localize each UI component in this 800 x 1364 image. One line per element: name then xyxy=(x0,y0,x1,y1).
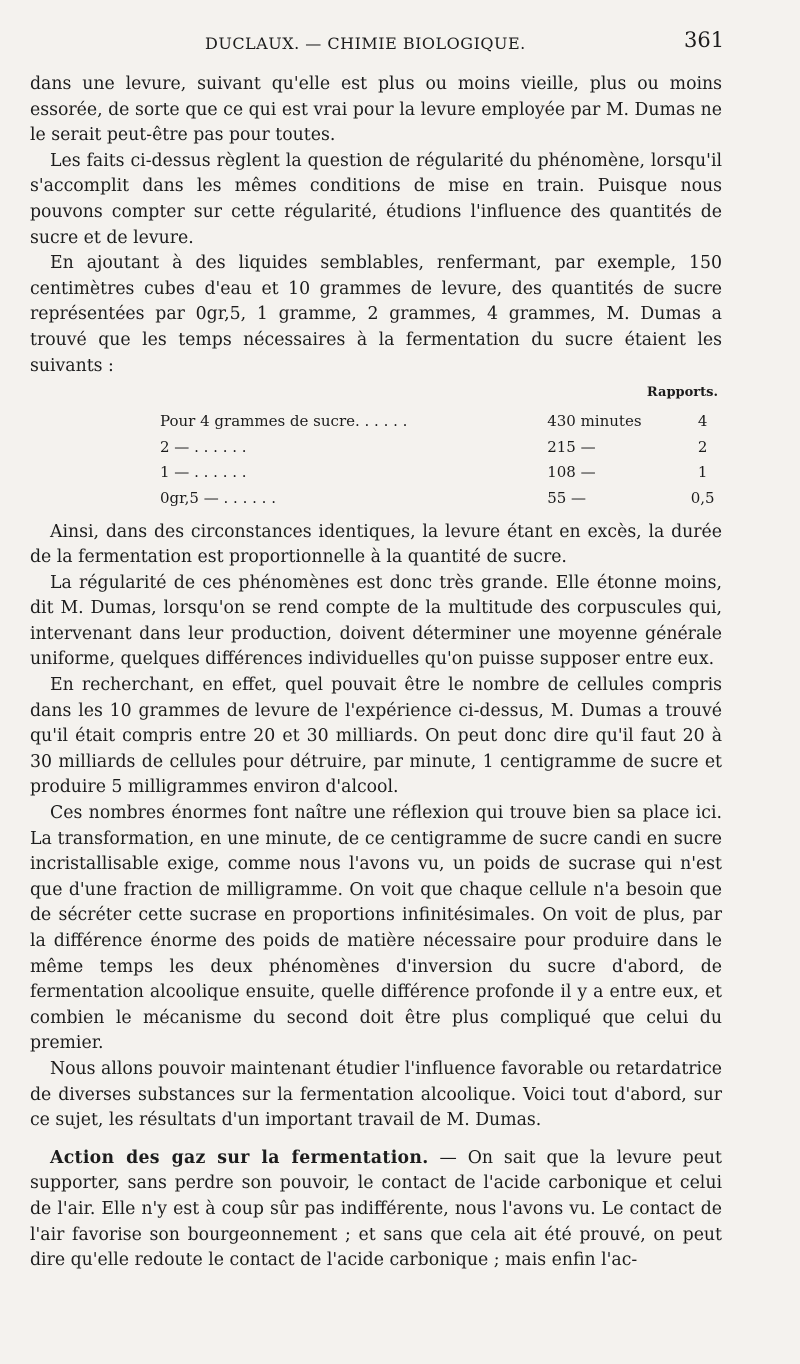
table-cell-time: 55 — xyxy=(547,488,587,507)
table-row xyxy=(30,435,722,461)
paragraph: En recherchant, en effet, quel pouvait être le nombre de cellules compris dans les 10 grammes de levure de l'expérience ci-dessus, M. Dumas a trouvé qu'il était compris entre 20 et 30 milliards. On peut donc dire qu'il faut 20 à 30 milliards de cellules pour détruire, par minute, 1 centigramme de sucre et produire 5 milligrammes environ d'alcool. xyxy=(30,675,722,798)
table-cell-label: 2 — . . . . . . xyxy=(160,437,247,456)
section-text: — On sait que la levure peut supporter, sans perdre son pouvoir, le contact de l'acide carbonique et celui de l'air. Elle n'y est à coup sûr pas indifférente, nous l'avons vu. Le contact de l'air favorise son bourgeonnement ; et sans que cela ait été prouvé, on peut dire qu'elle redoute le contact de l'acide carbonique ; mais enfin l'ac- xyxy=(30,1147,722,1271)
table-cell-label: 0gr,5 — . . . . . . xyxy=(160,488,276,507)
section-title: Action des gaz sur la fermentation. xyxy=(50,1147,429,1168)
table-ratio-header: Rapports. xyxy=(646,385,718,401)
page-number: 361 xyxy=(684,28,725,52)
paragraph: En ajoutant à des liquides semblables, renfermant, par exemple, 150 centimètres cubes d'eau et 10 grammes de levure, des quantités de sucre représentées par 0gr,5, 1 gramme, 2 grammes, 4 grammes, M. Dumas a trouvé que les temps nécessaires à la fermentation du sucre étaient les suivants : xyxy=(30,253,722,376)
table-cell-ratio: 4 xyxy=(697,412,708,431)
paragraph: dans une levure, suivant qu'elle est plus ou moins vieille, plus ou moins essorée, de sorte que ce qui est vrai pour la levure employée par M. Dumas ne le serait peut-être pas pour toutes. xyxy=(30,74,722,146)
table-cell-label: 1 — . . . . . . xyxy=(160,463,247,482)
fermentation-time-table xyxy=(30,409,722,511)
body-text xyxy=(30,72,722,1274)
table-cell-time: 215 — xyxy=(547,437,596,456)
running-head xyxy=(0,28,800,58)
paragraph: Ainsi, dans des circonstances identiques, la levure étant en excès, la durée de la fermentation est proportionnelle à la quantité de sucre. xyxy=(30,521,722,568)
table-cell-ratio: 1 xyxy=(697,463,708,482)
paragraph: Les faits ci-dessus règlent la question de régularité du phénomène, lorsqu'il s'accomplit dans les mêmes conditions de mise en train. Puisque nous pouvons compter sur cette régularité, étudions l'influence des quantités de sucre et de levure. xyxy=(30,150,722,248)
table-row xyxy=(30,409,722,435)
table-cell-ratio: 0,5 xyxy=(690,488,715,507)
running-title: DUCLAUX. — CHIMIE BIOLOGIQUE. xyxy=(205,34,526,53)
table-row xyxy=(30,486,722,512)
paragraph: Ces nombres énormes font naître une réflexion qui trouve bien sa place ici. La transformation, en une minute, de ce centigramme de sucre candi en sucre incristallisable exige, comme nous l'avons vu, un poids de sucrase qui n'est que d'une fraction de milligramme. On voit que chaque cellule n'a besoin que de sécréter cette sucrase en proportions infinitésimales. On voit de plus, par la différence énorme des poids de matière nécessaire pour produire dans le même temps les deux phénomènes d'inversion du sucre d'abord, de fermentation alcoolique ensuite, quelle différence profonde il y a entre eux, et combien le mécanisme du second doit être plus compliqué que celui du premier. xyxy=(30,803,722,1054)
table-cell-time: 430 minutes xyxy=(547,412,642,431)
paragraph: Nous allons pouvoir maintenant étudier l'influence favorable ou retardatrice de diverses substances sur la fermentation alcoolique. Voici tout d'abord, sur ce sujet, les résultats d'un important travail de M. Dumas. xyxy=(30,1058,722,1131)
table-cell-ratio: 2 xyxy=(697,437,708,456)
table-cell-time: 108 — xyxy=(547,463,596,482)
paragraph: La régularité de ces phénomènes est donc très grande. Elle étonne moins, dit M. Dumas, lorsqu'on se rend compte de la multitude des corpuscules qui, intervenant dans leur production, doivent déterminer une moyenne générale uniforme, quelques différences individuelles qu'on puisse supposer entre eux. xyxy=(30,572,722,670)
table-row xyxy=(30,460,722,486)
section-paragraph xyxy=(30,1146,722,1274)
table-cell-label: Pour 4 grammes de sucre. . . . . . xyxy=(160,412,408,431)
